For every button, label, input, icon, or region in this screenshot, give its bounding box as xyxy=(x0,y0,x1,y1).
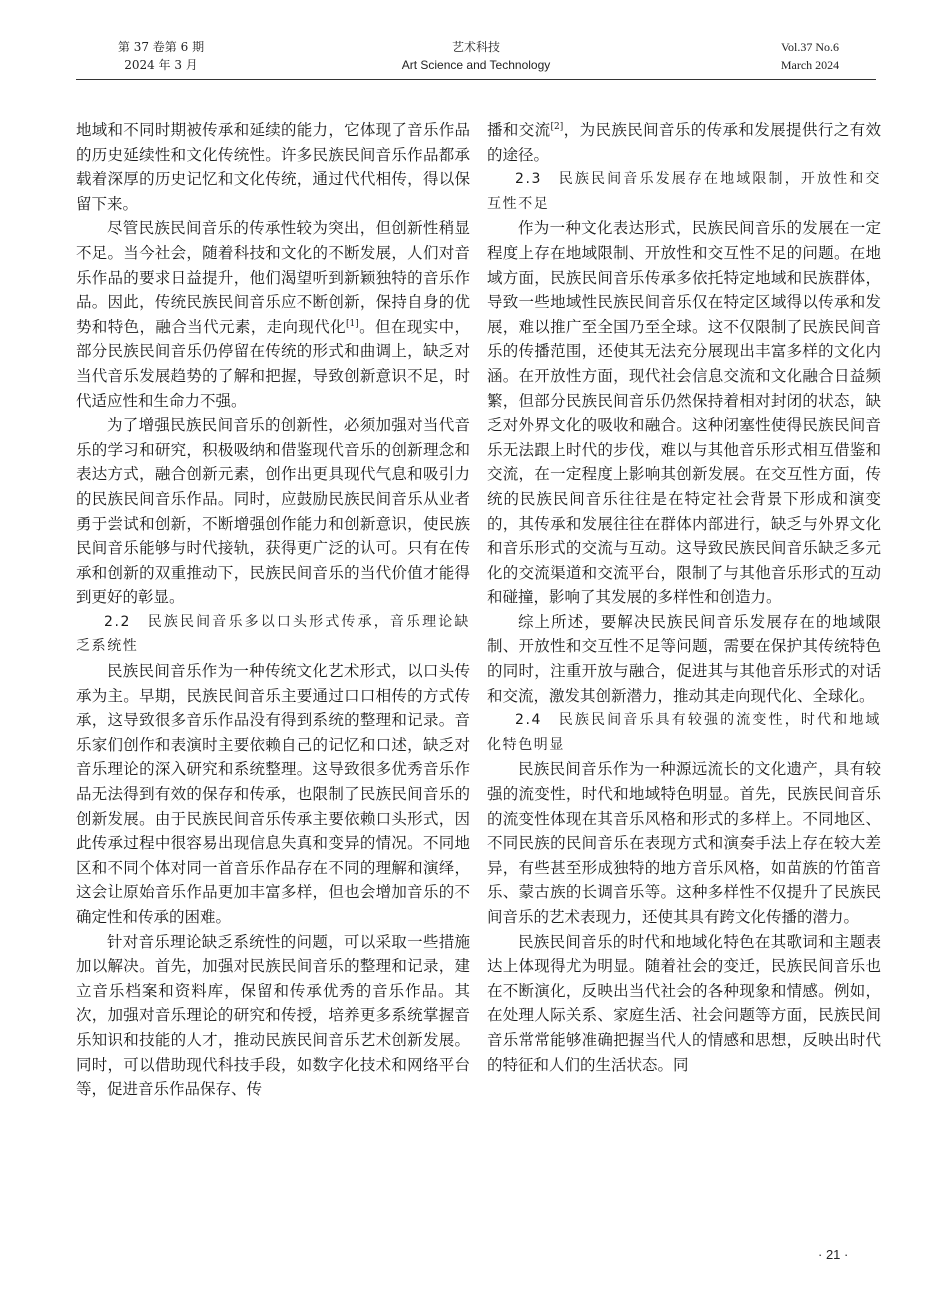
section-heading-2-2: 2.2 民族民间音乐多以口头形式传承，音乐理论缺乏系统性 xyxy=(76,613,470,655)
paragraph: 针对音乐理论缺乏系统性的问题，可以采取一些措施加以解决。首先，加强对民族民间音乐的整理和记录，建立音乐档案和资料库，保留和传承优秀的音乐作品。其次，加强对音乐理论的研究和传授，培养更多系统掌握音乐知识和技能的人才，推动民族民间音乐艺术创新发展。同时，可以借助现代科技手段，如数字化技术和网络平台等，促进音乐作品保存、传 xyxy=(76,932,470,1099)
header-rule xyxy=(76,79,876,80)
paragraph: 作为一种文化表达形式，民族民间音乐的发展在一定程度上存在地域限制、开放性和交互性不足的问题。在地域方面，民族民间音乐传承多依托特定地域和民族群体，导致一些地域性民族民间音乐仅在特定区域得以传承和发展，难以推广至全国乃至全球。这不仅限制了民族民间音乐的传播范围，还使其无法充分展现出丰富多样的文化内涵。在开放性方面，现代社会信息交流和文化融合日益频繁，但部分民族民间音乐仍然保持着相对封闭的状态，缺乏对外界文化的吸收和融合。这种闭塞性使得民族民间音乐无法跟上时代的步伐，难以与其他音乐形式相互借鉴和交流，在一定程度上影响其创新发展。在交互性方面，传统的民族民间音乐往往是在特定社会背景下形成和演变的，其传承和发展往往在群体内部进行，缺乏与外界文化和音乐形式的交流与互动。这导致民族民间音乐缺乏多元化的交流渠道和交流平台，限制了与其他音乐形式的互动和碰撞，影响了其发展的多样性和创造力。 xyxy=(487,219,881,607)
paragraph-text: ，为民族民间音乐的传承和发展提供行之有效的途径。 xyxy=(487,121,881,164)
volume-issue-en: Vol.37 No.6 xyxy=(780,40,840,54)
left-column xyxy=(76,118,470,1102)
volume-issue-cn: 第 37 卷第 6 期 xyxy=(117,40,205,54)
paragraph-text: 尽管民族民间音乐的传承性较为突出，但创新性稍显不足。当今社会，随着科技和文化的不断发展，人们对音乐作品的要求日益提升，他们渴望听到新颖独特的音乐作品。因此，传统民族民间音乐应不断创新，保持自身的优势和特色，融合当代元素，走向现代化 xyxy=(76,219,470,336)
journal-title-en: Art Science and Technology xyxy=(401,58,551,72)
paragraph xyxy=(487,118,881,167)
citation-ref[interactable]: [2] xyxy=(550,122,564,132)
date-cn: 2024 年 3 月 xyxy=(124,58,198,72)
date-en: March 2024 xyxy=(780,58,840,72)
paragraph: 为了增强民族民间音乐的创新性，必须加强对当代音乐的学习和研究，积极吸纳和借鉴现代音乐的创新理念和表达方式，融合创新元素，创作出更具现代气息和吸引力的民族民间音乐作品。同时，应鼓励民族民间音乐从业者勇于尝试和创新，不断增强创作能力和创新意识，使民族民间音乐能够与时代接轨，获得更广泛的认可。只有在传承和创新的双重推动下，民族民间音乐的当代价值才能得到更好的彰显。 xyxy=(76,416,470,607)
header-journal xyxy=(346,38,606,74)
paragraph: 民族民间音乐作为一种传统文化艺术形式，以口头传承为主。早期，民族民间音乐主要通过口口相传的方式传承，这导致很多音乐作品没有得到系统的整理和记录。音乐家们创作和表演时主要依赖自己的记忆和口述，缺乏对音乐理论的深入研究和系统整理。这导致很多优秀音乐作品无法得到有效的保存和传承，也限制了民族民间音乐的创新发展。由于民族民间音乐传承主要依赖口头形式，因此传承过程中很容易出现信息失真和变异的情况。不同地区和不同个体对同一首音乐作品存在不同的理解和演绎，这会让原始音乐作品更加丰富多样，但也会增加音乐的不确定性和传承的困难。 xyxy=(76,662,470,926)
section-heading-2-3: 2.3 民族民间音乐发展存在地域限制，开放性和交互性不足 xyxy=(487,171,881,212)
journal-title-cn: 艺术科技 xyxy=(451,40,500,54)
section-heading-2-4: 2.4 民族民间音乐具有较强的流变性，时代和地域化特色明显 xyxy=(487,712,881,753)
header-volume-cn xyxy=(106,38,216,74)
paragraph-text: 。但在现实中，部分民族民间音乐仍停留在传统的形式和曲调上，缺乏对当代音乐发展趋势的了解和把握，导致创新意识不足，时代适应性和生命力不强。 xyxy=(76,317,470,410)
paragraph: 地域和不同时期被传承和延续的能力，它体现了音乐作品的历史延续性和文化传统性。许多民族民间音乐作品都承载着深厚的历史记忆和文化传统，通过代代相传，得以保留下来。 xyxy=(76,121,470,213)
paragraph xyxy=(76,216,470,413)
paragraph: 民族民间音乐的时代和地域化特色在其歌词和主题表达上体现得尤为明显。随着社会的变迁，民族民间音乐也在不断演化，反映出当代社会的各种现象和情感。例如，在处理人际关系、家庭生活、社会问题等方面，民族民间音乐常常能够准确把握当代人的情感和思想，反映出时代的特征和人们的生活状态。同 xyxy=(487,932,881,1074)
citation-ref[interactable]: [1] xyxy=(346,318,359,329)
right-column xyxy=(487,118,881,1077)
paragraph: 综上所述，要解决民族民间音乐发展存在的地域限制、开放性和交互性不足等问题，需要在保护其传统特色的同时，注重开放与融合，促进其与其他音乐形式的对话和交流，激发其创新潜力，推动其走向现代化、全球化。 xyxy=(487,612,881,705)
paragraph-text: 播和交流 xyxy=(487,121,551,139)
paragraph: 民族民间音乐作为一种源远流长的文化遗产，具有较强的流变性，时代和地域特色明显。首先，民族民间音乐的流变性体现在其音乐风格和形式的多样上。不同地区、不同民族的民间音乐在表现方式和演奏手法上存在较大差异，有些甚至形成独特的地方音乐风格，如苗族的竹笛音乐、蒙古族的长调音乐等。这种多样性不仅提升了民族民间音乐的艺术表现力，还使其具有跨文化传播的潜力。 xyxy=(487,760,881,926)
header-volume-en xyxy=(750,38,870,74)
running-header xyxy=(76,38,876,78)
page-number: · 21 · xyxy=(818,1247,849,1262)
